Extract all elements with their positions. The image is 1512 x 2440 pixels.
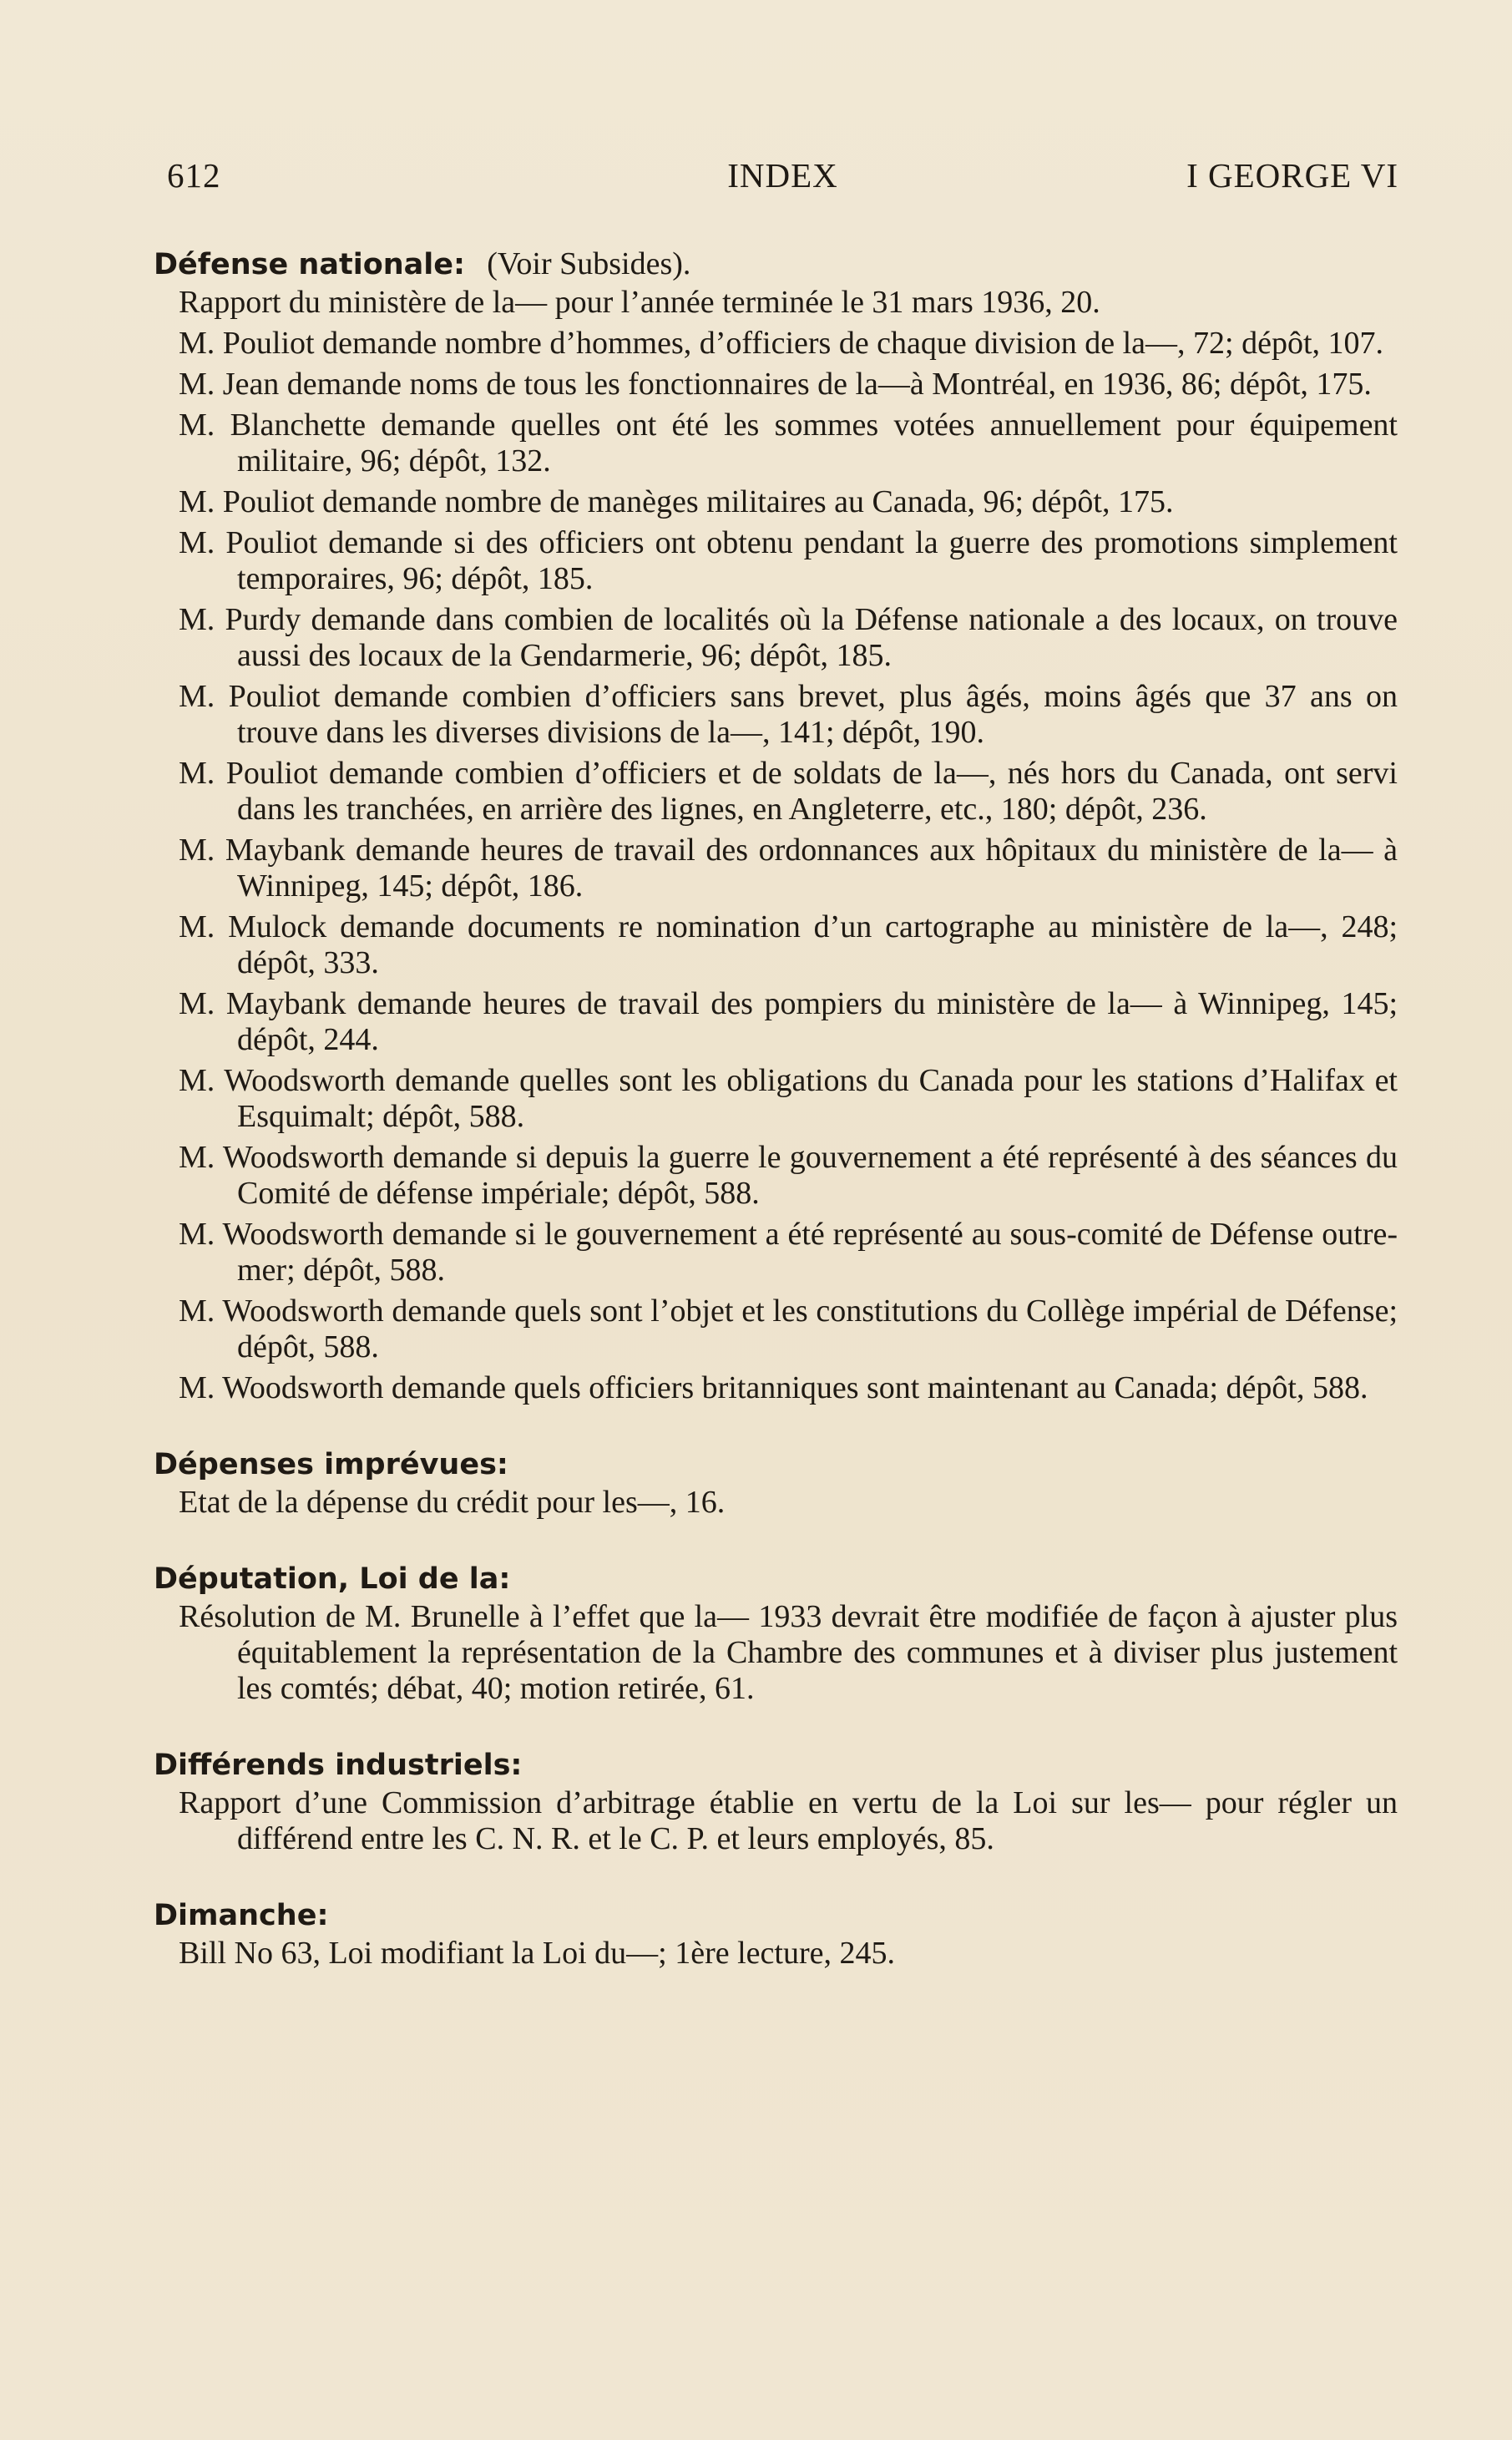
section-heading-text: Défense nationale:: [154, 248, 466, 281]
running-title: INDEX: [727, 156, 838, 195]
index-entry: M. Pouliot demande combien d’officiers sans brevet, plus âgés, moins âgés que 37 ans on trouve dans les diverses divisions de la—, 141; dépôt, 190.: [179, 679, 1398, 750]
index-entry: M. Woodsworth demande quels sont l’objet et les constitutions du Collège impérial de Défense; dépôt, 588.: [179, 1293, 1398, 1364]
index-entry: M. Blanchette demande quelles ont été les sommes votées annuellement pour équipement militaire, 96; dépôt, 132.: [179, 408, 1398, 478]
index-entry: M. Woodsworth demande quels officiers britanniques sont maintenant au Canada; dépôt, 588.: [179, 1370, 1368, 1405]
page-number: 612: [167, 156, 221, 195]
volume-label: I GEORGE VI: [1186, 156, 1398, 195]
index-entry: M. Pouliot demande combien d’officiers et de soldats de la—, nés hors du Canada, ont servi dans les tranchées, en arrière des lignes, en Angleterre, etc., 180; dépôt, 236.: [179, 756, 1398, 827]
index-entry: M. Mulock demande documents re nomination d’un cartographe au ministère de la—, 248; dépôt, 333.: [179, 909, 1398, 980]
index-content: [154, 244, 1398, 2010]
index-entry: Etat de la dépense du crédit pour les—, 16.: [179, 1485, 726, 1520]
see-also-reference: (Voir Subsides).: [487, 246, 691, 281]
index-entry: Rapport d’une Commission d’arbitrage établie en vertu de la Loi sur les— pour régler un différend entre les C. N. R. et le C. P. et leurs employés, 85.: [179, 1785, 1398, 1856]
section-heading: Différends industriels:: [154, 1749, 523, 1782]
index-entry: M. Woodsworth demande quelles sont les obligations du Canada pour les stations d’Halifax et Esquimalt; dépôt, 588.: [179, 1063, 1398, 1134]
index-entry: M. Woodsworth demande si depuis la guerre le gouvernement a été représenté à des séances du Comité de défense impériale; dépôt, 588.: [179, 1140, 1398, 1211]
index-section-dimanche: [154, 1896, 1398, 1972]
section-heading: Dimanche:: [154, 1899, 329, 1932]
index-section-differends-industriels: [154, 1745, 1398, 1857]
index-entry: Rapport du ministère de la— pour l’année terminée le 31 mars 1936, 20.: [179, 285, 1100, 320]
index-section-deputation: [154, 1559, 1398, 1707]
section-heading: Dépenses imprévues:: [154, 1448, 508, 1481]
index-entry: Résolution de M. Brunelle à l’effet que la— 1933 devrait être modifiée de façon à ajuster plus équitablement la représentation de la Chambre des communes et à diviser plus justement les comtés; débat, 40; motion retirée, 61.: [179, 1599, 1398, 1706]
section-heading: Députation, Loi de la:: [154, 1562, 511, 1596]
index-section-defense-nationale: [154, 244, 1398, 1406]
index-entry: Bill No 63, Loi modifiant la Loi du—; 1ère lecture, 245.: [179, 1936, 895, 1971]
index-section-depenses-imprevues: [154, 1445, 1398, 1521]
section-heading: [154, 244, 1398, 285]
index-entry: M. Maybank demande heures de travail des pompiers du ministère de la— à Winnipeg, 145; dépôt, 244.: [179, 986, 1398, 1057]
index-entry: M. Maybank demande heures de travail des ordonnances aux hôpitaux du ministère de la— à Winnipeg, 145; dépôt, 186.: [179, 833, 1398, 904]
index-entry: M. Jean demande noms de tous les fonctionnaires de la—à Montréal, en 1936, 86; dépôt, 175.: [179, 367, 1372, 402]
index-entry: M. Pouliot demande nombre d’hommes, d’officiers de chaque division de la—, 72; dépôt, 107.: [179, 326, 1384, 361]
index-entry: M. Purdy demande dans combien de localités où la Défense nationale a des locaux, on trouve aussi des locaux de la Gendarmerie, 96; dépôt, 185.: [179, 602, 1398, 673]
running-head: [167, 155, 1398, 205]
index-entry: M. Pouliot demande nombre de manèges militaires au Canada, 96; dépôt, 175.: [179, 484, 1174, 519]
index-entry: M. Woodsworth demande si le gouvernement a été représenté au sous-comité de Défense outre-mer; dépôt, 588.: [179, 1217, 1398, 1288]
index-entry: M. Pouliot demande si des officiers ont obtenu pendant la guerre des promotions simplement temporaires, 96; dépôt, 185.: [179, 525, 1398, 596]
